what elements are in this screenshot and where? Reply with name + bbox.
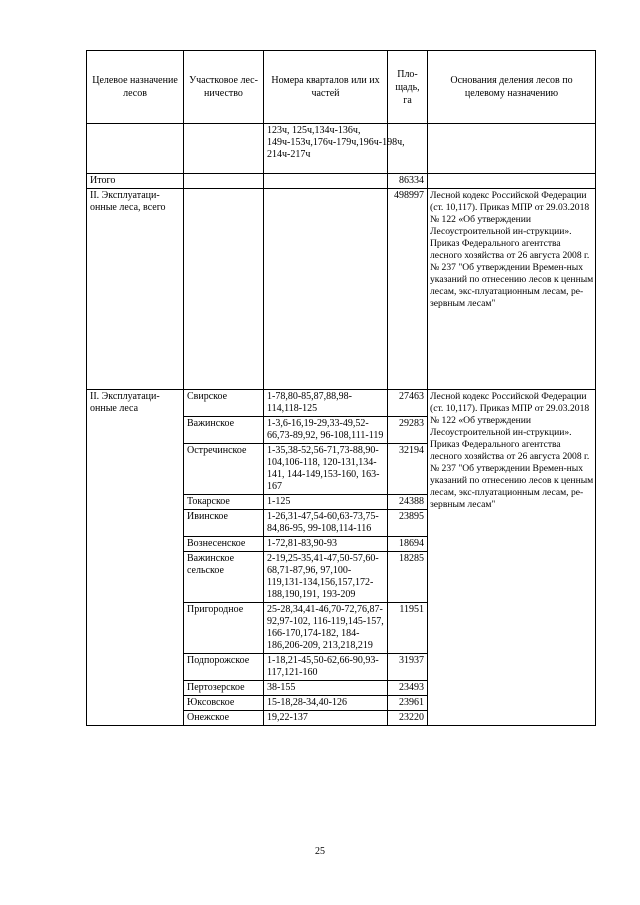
- district-name: Важинское: [184, 417, 264, 444]
- quarter-numbers: 19,22-137: [264, 711, 388, 726]
- district-name: Важинское сельское: [184, 552, 264, 603]
- district-area: 18285: [388, 552, 428, 603]
- quarter-numbers: 15-18,28-34,40-126: [264, 696, 388, 711]
- district-area: 18694: [388, 537, 428, 552]
- header-district: Участковое лес-ничество: [184, 51, 264, 124]
- quarter-numbers: 1-72,81-83,90-93: [264, 537, 388, 552]
- district-name: Вознесенское: [184, 537, 264, 552]
- quarter-numbers: 2-19,25-35,41-47,50-57,60-68,71-87,96, 97,100-119,131-134,156,157,172-188,190,191, 193-209: [264, 552, 388, 603]
- district-area: 11951: [388, 603, 428, 654]
- district-area: 31937: [388, 654, 428, 681]
- quarter-numbers: 1-26,31-47,54-60,63-73,75-84,86-95, 99-108,114-116: [264, 510, 388, 537]
- table-row: [87, 390, 596, 417]
- district-area: 32194: [388, 444, 428, 495]
- quarter-numbers: 1-3,6-16,19-29,33-49,52-66,73-89,92, 96-108,111-119: [264, 417, 388, 444]
- continuation-row: [87, 124, 596, 174]
- quarter-numbers: 1-18,21-45,50-62,66-90,93-117,121-160: [264, 654, 388, 681]
- quarter-numbers: 1-35,38-52,56-71,73-88,90-104,106-118, 120-131,134-141, 144-149,153-160, 163-167: [264, 444, 388, 495]
- total-row: [87, 174, 596, 189]
- quarter-numbers: 1-78,80-85,87,88,98-114,118-125: [264, 390, 388, 417]
- quarter-numbers: 38-155: [264, 681, 388, 696]
- district-area: 23895: [388, 510, 428, 537]
- header-quarters: Номера кварталов или их частей: [264, 51, 388, 124]
- district-area: 23220: [388, 711, 428, 726]
- total-area: 86334: [388, 174, 428, 189]
- summary-basis: Лесной кодекс Российской Федерации (ст. 10,117). Приказ МПР от 29.03.2018 № 122 «Об утверждении Лесоустроительной ин-струкции». Приказ Федерального агентства лесного хозяйства от 26 августа 2008 г. № 237 "Об утверждении Времен-ных указаний по отнесению лесов к ценным лесам, экс-плуатационным лесам, ре-зервным лесам": [428, 189, 596, 390]
- summary-area: 498997: [388, 189, 428, 390]
- continuation-quarters: 123ч, 125ч,134ч-136ч, 149ч-153ч,176ч-179ч,196ч-198ч, 214ч-217ч: [264, 124, 388, 174]
- district-name: Остречинское: [184, 444, 264, 495]
- district-name: Онежское: [184, 711, 264, 726]
- district-name: Ивинское: [184, 510, 264, 537]
- district-area: 23493: [388, 681, 428, 696]
- summary-purpose: II. Эксплуатаци-онные леса, всего: [87, 189, 184, 390]
- district-area: 27463: [388, 390, 428, 417]
- page-number: 25: [315, 846, 325, 857]
- district-name: Пригородное: [184, 603, 264, 654]
- district-name: Юксовское: [184, 696, 264, 711]
- detail-purpose: II. Эксплуатаци-онные леса: [87, 390, 184, 726]
- district-name: Подпорожское: [184, 654, 264, 681]
- header-basis: Основания деления лесов по целевому назначению: [428, 51, 596, 124]
- district-name: Токарское: [184, 495, 264, 510]
- summary-row: [87, 189, 596, 390]
- header-purpose: Целевое назначение лесов: [87, 51, 184, 124]
- district-area: 29283: [388, 417, 428, 444]
- district-name: Свирское: [184, 390, 264, 417]
- detail-rows: [87, 390, 596, 726]
- district-name: Пертозерское: [184, 681, 264, 696]
- header-row: [87, 51, 596, 124]
- total-label: Итого: [87, 174, 184, 189]
- forest-purpose-table: [86, 50, 596, 726]
- quarter-numbers: 1-125: [264, 495, 388, 510]
- district-area: 23961: [388, 696, 428, 711]
- quarter-numbers: 25-28,34,41-46,70-72,76,87-92,97-102, 116-119,145-157, 166-170,174-182, 184-186,206-209, 213,218,219: [264, 603, 388, 654]
- header-area: Пло-щадь, га: [388, 51, 428, 124]
- detail-basis: Лесной кодекс Российской Федерации (ст. 10,117). Приказ МПР от 29.03.2018 № 122 «Об утверждении Лесоустроительной ин-струкции». Приказ Федерального агентства лесного хозяйства от 26 августа 2008 г. № 237 "Об утверждении Времен-ных указаний по отнесению лесов к ценным лесам, экс-плуатационным лесам, ре-зервным лесам": [428, 390, 596, 726]
- district-area: 24388: [388, 495, 428, 510]
